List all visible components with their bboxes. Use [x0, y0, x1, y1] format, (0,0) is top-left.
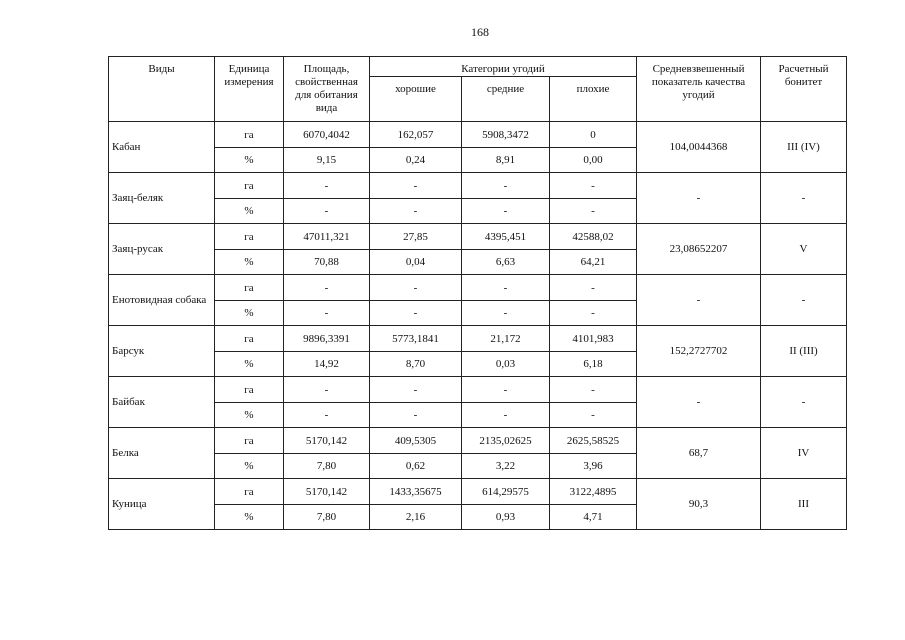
cell-ha-unit: га	[215, 377, 284, 403]
cell-ha-good: 1433,35675	[370, 479, 462, 505]
cell-ha-unit: га	[215, 428, 284, 454]
cell-ha-poor: 42588,02	[550, 224, 637, 250]
cell-ha-good: -	[370, 275, 462, 301]
page-number: 168	[471, 25, 489, 39]
cell-ha-good: 162,057	[370, 122, 462, 148]
cell-pct-unit: %	[215, 403, 284, 428]
cell-ha-unit: га	[215, 326, 284, 352]
cell-pct-area: 14,92	[284, 352, 370, 377]
cell-bonitet: III (IV)	[761, 122, 847, 173]
cell-bonitet: III	[761, 479, 847, 530]
cell-pct-good: -	[370, 199, 462, 224]
table-row	[109, 428, 847, 454]
cell-pct-medium: 6,63	[462, 250, 550, 275]
cell-weighted: 104,0044368	[637, 122, 761, 173]
cell-ha-good: 5773,1841	[370, 326, 462, 352]
cell-ha-unit: га	[215, 122, 284, 148]
table-body	[109, 122, 847, 530]
cell-pct-area: -	[284, 199, 370, 224]
cell-ha-unit: га	[215, 224, 284, 250]
cell-pct-poor: -	[550, 199, 637, 224]
cell-bonitet: IV	[761, 428, 847, 479]
cell-pct-poor: -	[550, 403, 637, 428]
cell-ha-medium: 614,29575	[462, 479, 550, 505]
cell-bonitet: -	[761, 275, 847, 326]
cell-ha-poor: 0	[550, 122, 637, 148]
cell-pct-good: 0,62	[370, 454, 462, 479]
species-name: Барсук	[109, 326, 215, 377]
cell-ha-poor: 2625,58525	[550, 428, 637, 454]
cell-pct-medium: -	[462, 403, 550, 428]
cell-bonitet: -	[761, 377, 847, 428]
cell-pct-poor: 6,18	[550, 352, 637, 377]
cell-pct-area: 9,15	[284, 148, 370, 173]
species-name: Куница	[109, 479, 215, 530]
cell-ha-unit: га	[215, 173, 284, 199]
cell-ha-poor: -	[550, 173, 637, 199]
header-weighted: Средневзвешенный показатель качества угодий	[637, 57, 761, 122]
cell-ha-medium: -	[462, 173, 550, 199]
cell-weighted: 23,08652207	[637, 224, 761, 275]
header-good: хорошие	[370, 77, 462, 122]
cell-ha-medium: -	[462, 377, 550, 403]
cell-pct-medium: 3,22	[462, 454, 550, 479]
cell-pct-medium: 0,03	[462, 352, 550, 377]
cell-weighted: -	[637, 377, 761, 428]
cell-pct-medium: -	[462, 199, 550, 224]
cell-pct-good: 0,04	[370, 250, 462, 275]
species-name: Енотовидная собака	[109, 275, 215, 326]
table-row	[109, 275, 847, 301]
cell-pct-unit: %	[215, 148, 284, 173]
cell-pct-medium: -	[462, 301, 550, 326]
cell-bonitet: -	[761, 173, 847, 224]
cell-ha-medium: 21,172	[462, 326, 550, 352]
habitat-quality-table	[108, 56, 847, 530]
cell-pct-poor: 4,71	[550, 505, 637, 530]
table-row	[109, 173, 847, 199]
header-row	[109, 57, 847, 77]
cell-pct-unit: %	[215, 352, 284, 377]
cell-ha-good: -	[370, 173, 462, 199]
cell-pct-unit: %	[215, 301, 284, 326]
cell-ha-poor: 3122,4895	[550, 479, 637, 505]
cell-ha-area: 5170,142	[284, 479, 370, 505]
cell-ha-area: -	[284, 275, 370, 301]
cell-ha-medium: 2135,02625	[462, 428, 550, 454]
cell-ha-area: 6070,4042	[284, 122, 370, 148]
cell-ha-good: 409,5305	[370, 428, 462, 454]
header-area: Площадь, свойственная для обитания вида	[284, 57, 370, 122]
header-bonitet: Расчетный бонитет	[761, 57, 847, 122]
cell-ha-unit: га	[215, 275, 284, 301]
cell-ha-area: 47011,321	[284, 224, 370, 250]
species-name: Байбак	[109, 377, 215, 428]
cell-ha-good: -	[370, 377, 462, 403]
species-name: Заяц-беляк	[109, 173, 215, 224]
cell-bonitet: V	[761, 224, 847, 275]
cell-ha-poor: -	[550, 275, 637, 301]
cell-weighted: -	[637, 173, 761, 224]
header-unit: Единица измерения	[215, 57, 284, 122]
cell-pct-unit: %	[215, 454, 284, 479]
cell-pct-good: -	[370, 301, 462, 326]
cell-pct-unit: %	[215, 505, 284, 530]
cell-pct-good: 8,70	[370, 352, 462, 377]
table-row	[109, 122, 847, 148]
cell-ha-medium: -	[462, 275, 550, 301]
cell-weighted: -	[637, 275, 761, 326]
cell-pct-area: -	[284, 403, 370, 428]
cell-ha-area: -	[284, 173, 370, 199]
cell-ha-poor: 4101,983	[550, 326, 637, 352]
cell-bonitet: II (III)	[761, 326, 847, 377]
cell-weighted: 90,3	[637, 479, 761, 530]
cell-pct-good: -	[370, 403, 462, 428]
cell-pct-unit: %	[215, 250, 284, 275]
table-row	[109, 224, 847, 250]
cell-ha-poor: -	[550, 377, 637, 403]
cell-ha-area: 5170,142	[284, 428, 370, 454]
cell-weighted: 152,2727702	[637, 326, 761, 377]
header-categories: Категории угодий	[370, 57, 637, 77]
species-name: Кабан	[109, 122, 215, 173]
cell-ha-good: 27,85	[370, 224, 462, 250]
cell-pct-area: 70,88	[284, 250, 370, 275]
cell-ha-medium: 4395,451	[462, 224, 550, 250]
table-row	[109, 377, 847, 403]
cell-pct-poor: 64,21	[550, 250, 637, 275]
species-name: Заяц-русак	[109, 224, 215, 275]
header-medium: средние	[462, 77, 550, 122]
cell-pct-unit: %	[215, 199, 284, 224]
cell-pct-medium: 0,93	[462, 505, 550, 530]
cell-ha-unit: га	[215, 479, 284, 505]
cell-pct-area: 7,80	[284, 505, 370, 530]
cell-ha-medium: 5908,3472	[462, 122, 550, 148]
cell-pct-good: 2,16	[370, 505, 462, 530]
cell-pct-area: -	[284, 301, 370, 326]
cell-pct-poor: -	[550, 301, 637, 326]
cell-pct-good: 0,24	[370, 148, 462, 173]
header-poor: плохие	[550, 77, 637, 122]
cell-ha-area: 9896,3391	[284, 326, 370, 352]
cell-pct-medium: 8,91	[462, 148, 550, 173]
table-row	[109, 326, 847, 352]
table-row	[109, 479, 847, 505]
header-species: Виды	[109, 57, 215, 122]
cell-ha-area: -	[284, 377, 370, 403]
cell-pct-poor: 0,00	[550, 148, 637, 173]
cell-pct-poor: 3,96	[550, 454, 637, 479]
cell-pct-area: 7,80	[284, 454, 370, 479]
cell-weighted: 68,7	[637, 428, 761, 479]
species-name: Белка	[109, 428, 215, 479]
